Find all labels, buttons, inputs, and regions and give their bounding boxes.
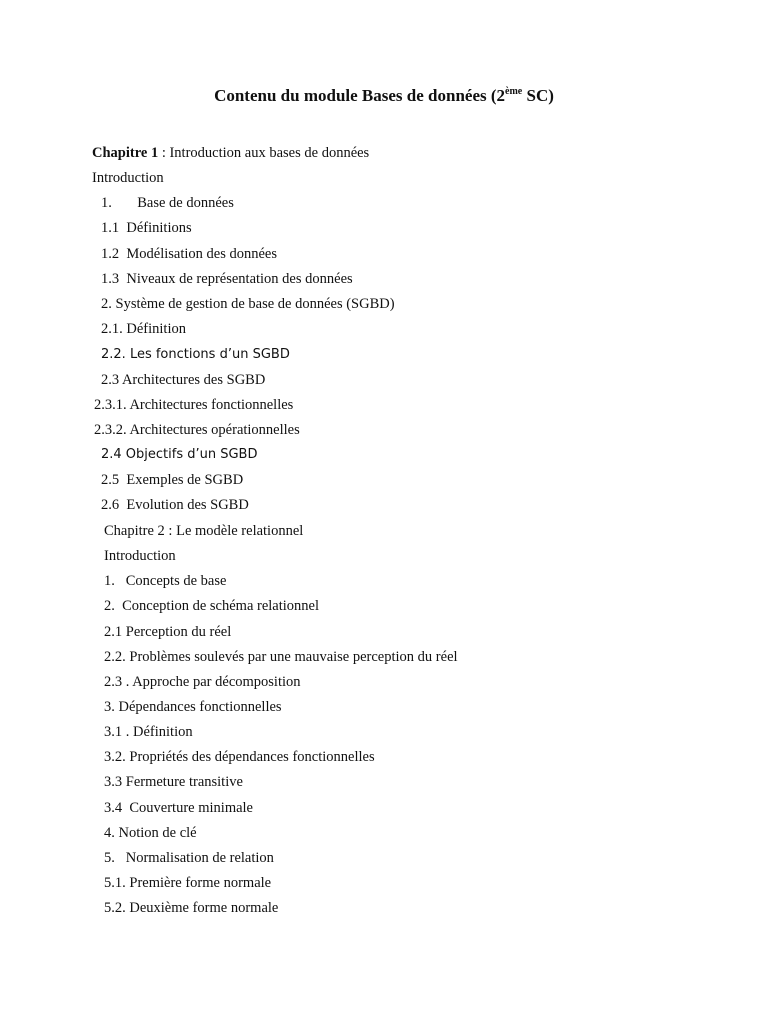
title-end: SC) — [522, 86, 554, 105]
toc-line-2-5: 2.5 Exemples de SGBD — [101, 472, 244, 488]
chapter-1-label: Chapitre 1 — [92, 145, 159, 161]
toc-line-c2-5-1: 5.1. Première forme normale — [104, 875, 272, 891]
toc-line-introduction-2: Introduction — [104, 548, 176, 564]
toc-line-c2-2: 2. Conception de schéma relationnel — [104, 598, 320, 614]
chapter-1-title: : Introduction aux bases de données — [158, 145, 370, 161]
toc-line-2-2: 2.2. Les fonctions d’un SGBD — [101, 347, 290, 362]
chapter-1-heading — [92, 143, 369, 163]
toc-line-2: 2. Système de gestion de base de données (SGBD) — [101, 296, 395, 312]
toc-line-c2-5-2: 5.2. Deuxième forme normale — [104, 900, 279, 916]
toc-line-c2-2-1: 2.1 Perception du réel — [104, 624, 232, 640]
toc-line-2-1: 2.1. Définition — [101, 321, 186, 337]
page-title — [0, 84, 768, 108]
toc-line-1: 1. Base de données — [101, 195, 234, 211]
toc-line-2-4: 2.4 Objectifs d’un SGBD — [101, 447, 258, 462]
title-superscript: ème — [505, 86, 523, 97]
toc-line-1-1: 1.1 Définitions — [101, 220, 192, 236]
toc-line-1-3: 1.3 Niveaux de représentation des données — [101, 271, 353, 287]
toc-line-c2-4: 4. Notion de clé — [104, 825, 197, 841]
toc-line-c2-3-4: 3.4 Couverture minimale — [104, 800, 253, 816]
toc-line-c2-2-3: 2.3 . Approche par décomposition — [104, 674, 301, 690]
toc-line-introduction-1: Introduction — [92, 170, 164, 186]
toc-line-c2-1: 1. Concepts de base — [104, 573, 227, 589]
toc-line-2-3-1: 2.3.1. Architectures fonctionnelles — [94, 397, 294, 413]
toc-line-c2-3-1: 3.1 . Définition — [104, 724, 193, 740]
toc-line-2-6: 2.6 Evolution des SGBD — [101, 497, 249, 513]
chapter-2-heading: Chapitre 2 : Le modèle relationnel — [104, 523, 304, 539]
toc-line-2-3-2: 2.3.2. Architectures opérationnelles — [94, 422, 300, 438]
title-main: Contenu du module Bases de données (2 — [214, 86, 506, 105]
toc-line-c2-2-2: 2.2. Problèmes soulevés par une mauvaise perception du réel — [104, 649, 458, 665]
toc-line-c2-3: 3. Dépendances fonctionnelles — [104, 699, 282, 715]
toc-line-c2-5: 5. Normalisation de relation — [104, 850, 274, 866]
toc-line-2-3: 2.3 Architectures des SGBD — [101, 372, 266, 388]
toc-line-c2-3-3: 3.3 Fermeture transitive — [104, 774, 243, 790]
toc-line-1-2: 1.2 Modélisation des données — [101, 246, 277, 262]
toc-line-c2-3-2: 3.2. Propriétés des dépendances fonctionnelles — [104, 749, 375, 765]
